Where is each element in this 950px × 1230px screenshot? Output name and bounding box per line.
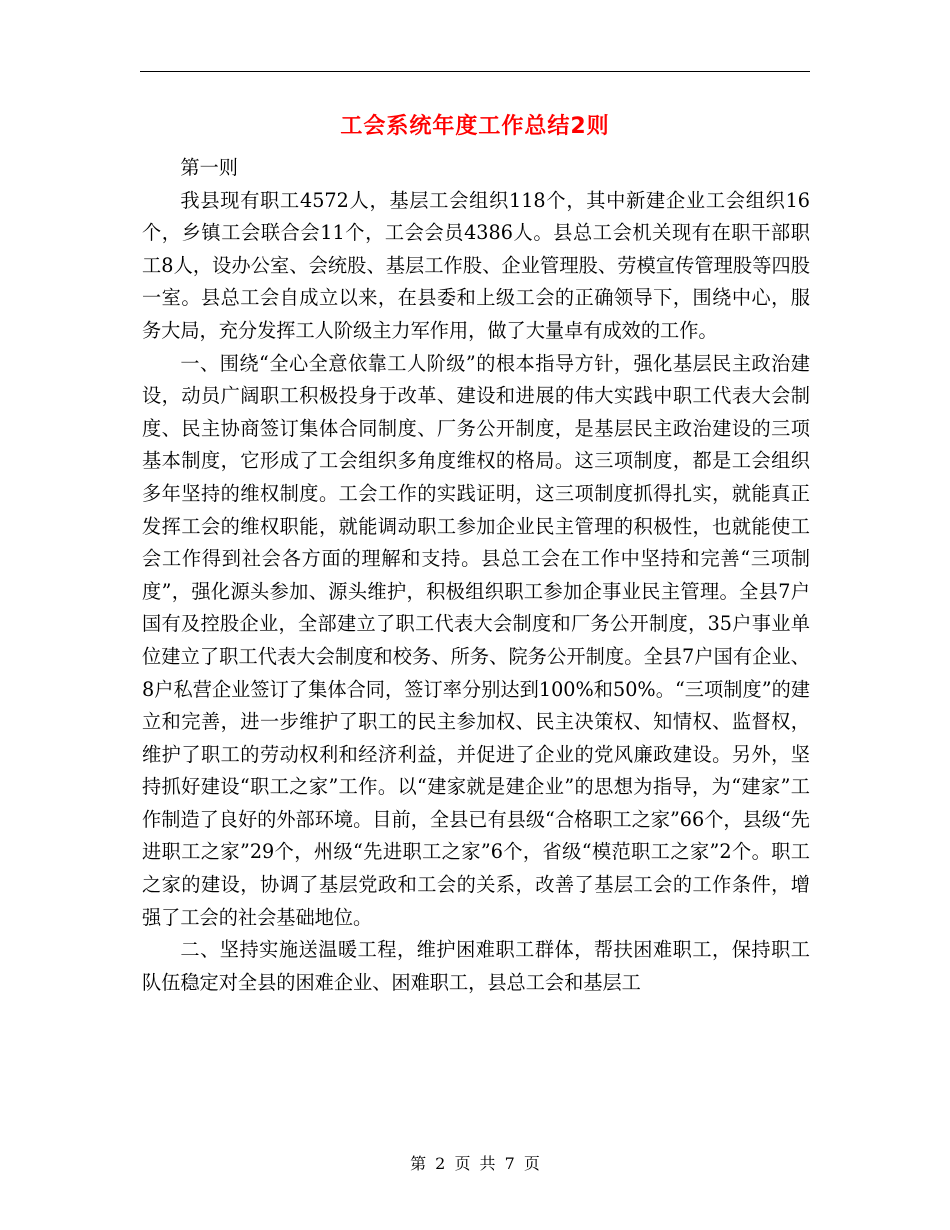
section-heading: 第一则 — [180, 156, 238, 179]
document-body — [142, 152, 810, 999]
body-paragraph-1: 一、围绕“全心全意依靠工人阶级”的根本指导方针，强化基层民主政治建设，动员广阔职工积极投身于改革、建设和进展的伟大实践中职工代表大会制度、民主协商签订集体合同制度、厂务公开制度，是基层民主政治建设的三项基本制度，它形成了工会组织多角度维权的格局。这三项制度，都是工会组织多年坚持的维权制度。工会工作的实践证明，这三项制度抓得扎实，就能真正发挥工会的维权职能，就能调动职工参加企业民主管理的积极性，也就能使工会工作得到社会各方面的理解和支持。县总工会在工作中坚持和完善“三项制度”，强化源头参加、源头维护，积极组织职工参加企事业民主管理。全县7户国有及控股企业，全部建立了职工代表大会制度和厂务公开制度，35户事业单位建立了职工代表大会制度和校务、所务、院务公开制度。全县7户国有企业、8户私营企业签订了集体合同，签订率分别达到100%和50%。“三项制度”的建立和完善，进一步维护了职工的民主参加权、民主决策权、知情权、监督权，维护了职工的劳动权利和经济利益，并促进了企业的党风廉政建设。另外，坚持抓好建设“职工之家”工作。以“建家就是建企业”的思想为指导，为“建家”工作制造了良好的外部环境。目前，全县已有县级“合格职工之家”66个，县级“先进职工之家”29个，州级“先进职工之家”6个，省级“模范职工之家”2个。职工之家的建设，协调了基层党政和工会的关系，改善了基层工会的工作条件，增强了工会的社会基础地位。 — [142, 351, 810, 929]
body-paragraph-intro: 我县现有职工4572人，基层工会组织118个，其中新建企业工会组织16个，乡镇工会联合会11个，工会会员4386人。县总工会机关现有在职干部职工8人，设办公室、会统股、基层工作股、企业管理股、劳模宣传管理股等四股一室。县总工会自成立以来，在县委和上级工会的正确领导下，围绕中心，服务大局，充分发挥工人阶级主力军作用，做了大量卓有成效的工作。 — [142, 188, 810, 342]
page-footer: 第 2 页 共 7 页 — [410, 1154, 540, 1173]
document-title: 工会系统年度工作总结2则 — [340, 114, 610, 139]
body-paragraph-2: 二、坚持实施送温暖工程，维护困难职工群体，帮扶困难职工，保持职工队伍稳定对全县的困难企业、困难职工，县总工会和基层工 — [142, 938, 810, 994]
header-rule — [140, 71, 810, 72]
